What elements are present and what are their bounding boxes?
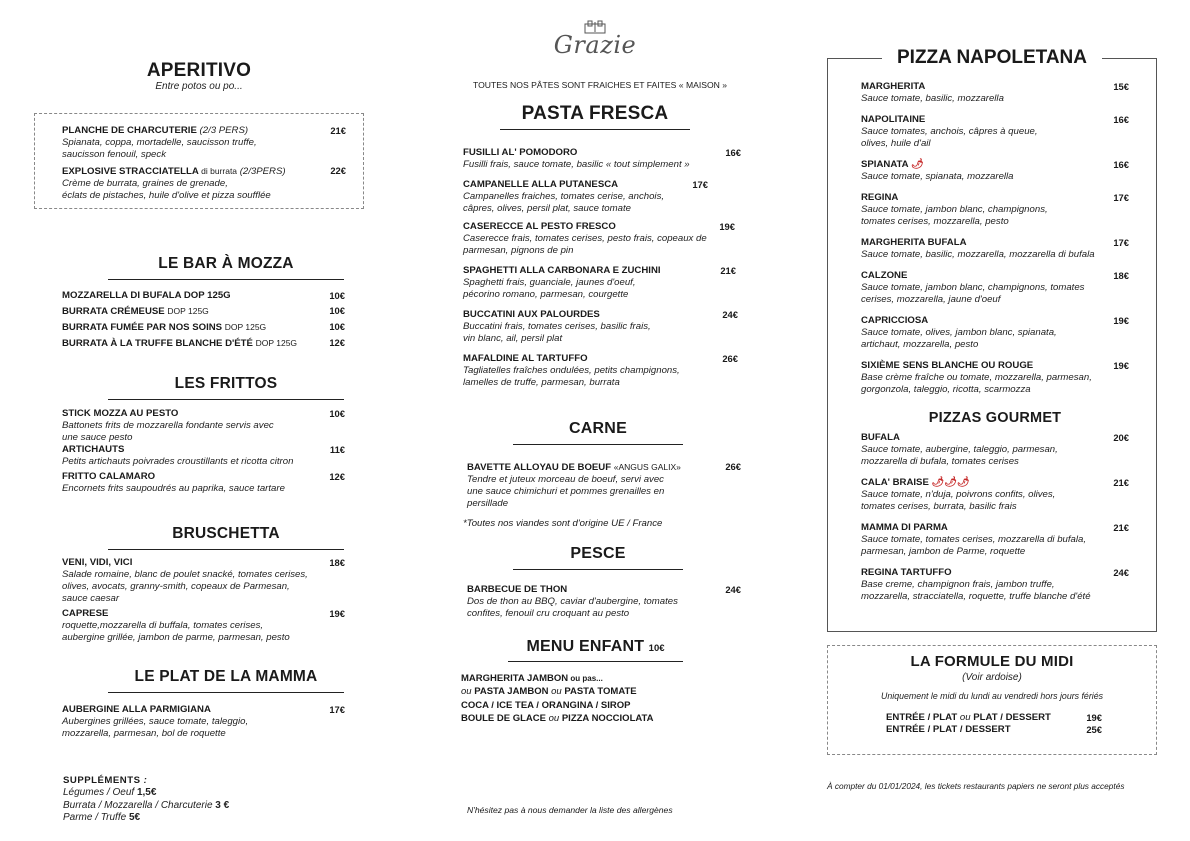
item-desc: saucisson fenouil, speck [62, 149, 166, 160]
item-desc: Dos de thon au BBQ, caviar d'aubergine, tomates [467, 596, 678, 607]
item-name: CAPRESE [62, 608, 109, 619]
item-price: 18€ [329, 557, 345, 568]
item-name: ARTICHAUTS [62, 444, 125, 455]
menu-item [62, 557, 345, 605]
item-desc: Petits artichauts poivrades croustillants et ricotta citron [62, 456, 294, 467]
bar-mozza-title: LE BAR À MOZZA [108, 255, 344, 280]
tickets-note: À compter du 01/01/2024, les tickets restaurants papiers ne seront plus acceptés [827, 781, 1125, 791]
item-desc: olives, avocats, granny-smith, copeaux de Parmesan, [62, 581, 290, 592]
menu-item [861, 270, 1129, 306]
enfant-section [461, 638, 741, 726]
menu-item [861, 159, 1129, 183]
item-desc: Sauce tomate, jambon blanc, champignons, [861, 204, 1048, 215]
item-name: BURRATA CRÉMEUSE DOP 125G [62, 306, 209, 317]
menu-item [861, 432, 1129, 468]
item-desc: Buccatini frais, tomates cerises, basilic frais, [463, 321, 651, 332]
item-desc: parmesan, pignons de pin [463, 245, 574, 256]
menu-item [62, 704, 345, 740]
item-price: 21€ [720, 265, 736, 276]
item-name: AUBERGINE ALLA PARMIGIANA [62, 704, 211, 715]
enfant-line: MARGHERITA JAMBON ou pas... [461, 673, 603, 684]
item-price: 16€ [1113, 114, 1129, 125]
item-desc: Spaghetti frais, guanciale, jaunes d'oeuf, [463, 277, 636, 288]
item-price: 10€ [329, 305, 345, 316]
pasta-title: PASTA FRESCA [500, 103, 690, 130]
item-price: 16€ [1113, 159, 1129, 170]
item-price: 10€ [329, 408, 345, 419]
item-name: MAFALDINE AL TARTUFFO [463, 353, 588, 364]
item-desc: mozzarella, stracciatella, roquette, truffe blanche d'été [861, 591, 1091, 602]
item-desc: Sauce tomate, tomates cerises, mozzarella di bufala, [861, 534, 1087, 545]
item-price: 16€ [725, 147, 741, 158]
item-name: REGINA TARTUFFO [861, 567, 952, 578]
enfant-line: ou PASTA JAMBON ou PASTA TOMATE [461, 686, 637, 698]
item-desc: une sauce chimichuri et pommes grenailles en [467, 486, 665, 497]
logo-text: Grazie [553, 31, 637, 59]
mamma-title: LE PLAT DE LA MAMMA [108, 668, 344, 693]
item-name: MOZZARELLA DI BUFALA DOP 125G [62, 290, 231, 301]
item-name: CALZONE [861, 270, 908, 281]
chili-icon: 🌶🌶🌶 [931, 477, 970, 488]
item-name: BUFALA [861, 432, 900, 443]
item-desc: Base crème fraîche ou tomate, mozzarella, parmesan, [861, 372, 1092, 383]
item-price: 12€ [329, 471, 345, 482]
item-desc: Sauce tomate, spianata, mozzarella [861, 171, 1014, 182]
item-desc: gorgonzola, taleggio, ricotta, scarmozza [861, 384, 1031, 395]
item-name: STICK MOZZA AU PESTO [62, 408, 179, 419]
item-name: BAVETTE ALLOYAU DE BOEUF «ANGUS GALIX» [467, 462, 681, 473]
item-desc: tomates cerises, burrata, basilic frais [861, 501, 1017, 512]
supplement-line: Parme / Truffe 5€ [63, 812, 141, 824]
item-price: 24€ [1113, 567, 1129, 578]
item-name: SPIANATA 🌶 [861, 159, 924, 170]
bruschetta-section [62, 525, 345, 644]
item-desc: Base creme, champignon frais, jambon truffe, [861, 579, 1055, 590]
menu-item [62, 471, 345, 495]
item-price: 21€ [330, 125, 346, 136]
item-name: BURRATA À LA TRUFFE BLANCHE D'ÉTÉ DOP 125G [62, 338, 298, 349]
item-desc: Battonets frits de mozzarella fondante servis avec [62, 420, 274, 431]
pasta-section [463, 103, 741, 389]
menu-item [62, 408, 345, 444]
item-desc: mozzarella di bufala, tomates cerises [861, 456, 1019, 467]
item-price: 12€ [329, 337, 345, 348]
item-desc: roquette,mozzarella di buffala, tomates cerises, [62, 620, 264, 631]
item-price: 17€ [1113, 237, 1129, 248]
menu-item [861, 114, 1129, 150]
mamma-section [62, 668, 345, 740]
menu-item [861, 192, 1129, 228]
aperitivo-subtitle: Entre potos ou po... [155, 81, 243, 92]
item-desc: sauce caesar [62, 593, 120, 604]
pasta-note: TOUTES NOS PÂTES SONT FRAICHES ET FAITES « MAISON » [472, 80, 728, 90]
item-name: MAMMA DI PARMA [861, 522, 948, 533]
menu-item [463, 221, 735, 257]
menu-item [463, 265, 736, 301]
menu-item [861, 477, 1129, 513]
menu-item [62, 305, 345, 318]
menu-item [861, 522, 1129, 558]
item-desc: Spianata, coppa, mortadelle, saucisson truffe, [62, 137, 257, 148]
item-price: 24€ [725, 584, 741, 595]
item-price: 26€ [725, 461, 741, 472]
item-price: 20€ [1113, 432, 1129, 443]
item-price: 21€ [1113, 522, 1129, 533]
item-name: VENI, VIDI, VICI [62, 557, 133, 568]
item-desc: mozzarella, parmesan, bol de roquette [62, 728, 226, 739]
formule-note: Uniquement le midi du lundi au vendredi hors jours fériés [881, 691, 1103, 701]
item-price: 21€ [1113, 477, 1129, 488]
menu-item [62, 444, 345, 468]
supplement-line: Burrata / Mozzarella / Charcuterie 3 € [63, 799, 230, 811]
item-desc: Sauce tomate, basilic, mozzarella, mozzarella di bufala [861, 249, 1095, 260]
menu-item [463, 353, 738, 389]
item-name: CAMPANELLE ALLA PUTANESCA [463, 179, 619, 190]
item-desc: confites, fenouil cru croquant au pesto [467, 608, 630, 619]
logo [545, 20, 645, 70]
item-price: 11€ [329, 444, 345, 455]
menu-item [463, 309, 738, 345]
supplements-section [63, 775, 343, 825]
menu-item [62, 290, 345, 302]
bruschetta-title: BRUSCHETTA [108, 525, 344, 550]
item-name: SPAGHETTI ALLA CARBONARA E ZUCHINI [463, 265, 661, 276]
menu-item [861, 360, 1129, 396]
item-name: REGINA [861, 192, 899, 203]
aperitivo-box [34, 113, 364, 209]
item-name: FUSILLI AL' POMODORO [463, 147, 578, 158]
carne-section [463, 420, 741, 529]
item-desc: artichaut, mozzarella, pesto [861, 339, 979, 350]
item-name: NAPOLITAINE [861, 114, 926, 125]
formule-box [827, 645, 1157, 755]
item-price: 26€ [722, 353, 738, 364]
left-column [34, 60, 364, 209]
carne-footnote: *Toutes nos viandes sont d'origine UE / France [463, 518, 663, 529]
item-name: MARGHERITA [861, 81, 926, 92]
menu-item [463, 147, 741, 171]
bar-mozza-section [62, 255, 345, 350]
item-desc: Sauce tomate, olives, jambon blanc, spianata, [861, 327, 1057, 338]
carne-title: CARNE [513, 420, 683, 445]
item-name: CAPRICCIOSA [861, 315, 929, 326]
item-price: 17€ [329, 704, 345, 715]
enfant-line: BOULE DE GLACE ou PIZZA NOCCIOLATA [461, 713, 654, 725]
enfant-title: MENU ENFANT 10€ [508, 638, 683, 662]
pesce-title: PESCE [513, 545, 683, 570]
pizza-list [861, 81, 1129, 603]
item-price: 19€ [329, 608, 345, 619]
menu-item [861, 315, 1129, 351]
item-price: 10€ [329, 290, 345, 301]
item-desc: lamelles de truffe, parmesan, burrata [463, 377, 620, 388]
gourmet-title: PIZZAS GOURMET [928, 410, 1062, 426]
enfant-line: COCA / ICE TEA / ORANGINA / SIROP [461, 699, 631, 711]
item-name: BURRATA FUMÉE PAR NOS SOINS DOP 125G [62, 322, 267, 333]
supplement-line: Légumes / Oeuf 1,5€ [63, 787, 157, 798]
item-name: BARBECUE DE THON [467, 584, 568, 595]
menu-item [62, 337, 345, 350]
aperitivo-title: APERITIVO [146, 60, 252, 81]
item-desc: Encornets frits saupoudrés au paprika, sauce tartare [62, 483, 285, 494]
item-name: FRITTO CALAMARO [62, 471, 156, 482]
supplements-title: SUPPLÉMENTS : [63, 775, 148, 786]
item-desc: cerises, mozzarella, jaune d'oeuf [861, 294, 1001, 305]
item-name: CALA' BRAISE 🌶🌶🌶 [861, 477, 970, 488]
menu-item [62, 321, 345, 334]
chili-icon: 🌶 [910, 159, 924, 170]
item-desc: Caserecce frais, tomates cerises, pesto frais, copeaux de [463, 233, 707, 244]
menu-item [467, 461, 741, 510]
item-desc: pécorino romano, parmesan, courgette [463, 289, 629, 300]
menu-item [861, 81, 1129, 105]
item-desc: Sauce tomate, jambon blanc, champignons, tomates [861, 282, 1085, 293]
item-desc: vin blanc, ail, persil plat [463, 333, 563, 344]
item-desc: aubergine grillée, jambon de parme, parmesan, pesto [62, 632, 290, 643]
menu-item [861, 567, 1129, 603]
item-price: 19€ [1113, 360, 1129, 371]
frittos-section [62, 375, 345, 495]
item-desc: Aubergines grillées, sauce tomate, taleggio, [62, 716, 249, 727]
item-desc: Salade romaine, blanc de poulet snacké, tomates cerises, [62, 569, 308, 580]
formule-subtitle: (Voir ardoise) [962, 672, 1022, 683]
item-price: 19€ [719, 221, 735, 232]
item-name: PLANCHE DE CHARCUTERIE (2/3 PERS) [62, 125, 249, 136]
item-price: 17€ [692, 179, 708, 190]
menu-item [62, 165, 346, 202]
item-desc: parmesan, jambon de Parme, roquette [861, 546, 1026, 557]
item-desc: éclats de pistaches, huile d'olive et pizza soufflée [62, 190, 271, 201]
item-desc: Crème de burrata, graines de grenade, [62, 178, 228, 189]
formule-line: ENTRÉE / PLAT ou PLAT / DESSERT 19€ [886, 712, 1102, 723]
item-name: MARGHERITA BUFALA [861, 237, 967, 248]
item-desc: câpres, olives, persil plat, sauce tomate [463, 203, 631, 214]
item-desc: Sauce tomate, aubergine, taleggio, parmesan, [861, 444, 1058, 455]
formule-line: ENTRÉE / PLAT / DESSERT 25€ [886, 724, 1102, 735]
menu-item [861, 237, 1129, 261]
item-price: 17€ [1113, 192, 1129, 203]
item-desc: Fusilli frais, sauce tomate, basilic « tout simplement » [463, 159, 690, 170]
item-desc: Sauce tomate, n'duja, poivrons confits, olives, [861, 489, 1056, 500]
item-name: SIXIÈME SENS BLANCHE OU ROUGE [861, 360, 1034, 371]
item-name: CASERECCE AL PESTO FRESCO [463, 221, 616, 232]
formule-title: LA FORMULE DU MIDI [910, 653, 1074, 670]
item-desc: Campanelles fraiches, tomates cerise, anchois, [463, 191, 665, 202]
enfant-lines [461, 672, 741, 726]
allergens-note: N'hésitez pas à nous demander la liste des allergènes [467, 805, 673, 815]
item-price: 24€ [722, 309, 738, 320]
item-price: 22€ [330, 165, 346, 176]
menu-item [463, 179, 708, 215]
menu-item [62, 125, 346, 161]
item-desc: Sauce tomate, basilic, mozzarella [861, 93, 1004, 104]
item-desc: olives, huile d'ail [861, 138, 931, 149]
item-desc: Tendre et juteux morceau de boeuf, servi avec [467, 474, 664, 485]
pizza-title: PIZZA NAPOLETANA [882, 47, 1102, 69]
item-desc: Sauce tomates, anchois, câpres à queue, [861, 126, 1038, 137]
item-name: EXPLOSIVE STRACCIATELLA di burrata (2/3PERS) [62, 166, 286, 177]
item-desc: une sauce pesto [62, 432, 133, 443]
item-price: 15€ [1113, 81, 1129, 92]
item-desc: persillade [467, 498, 509, 509]
item-name: BUCCATINI AUX PALOURDES [463, 309, 600, 320]
pesce-section [463, 545, 741, 620]
item-desc: tomates cerises, mozzarella, pesto [861, 216, 1009, 227]
item-price: 18€ [1113, 270, 1129, 281]
item-price: 10€ [329, 321, 345, 332]
item-desc: Tagliatelles fraîches ondulées, petits champignons, [463, 365, 680, 376]
frittos-title: LES FRITTOS [108, 375, 344, 400]
menu-item [467, 584, 741, 620]
menu-item [62, 608, 345, 644]
item-price: 19€ [1113, 315, 1129, 326]
